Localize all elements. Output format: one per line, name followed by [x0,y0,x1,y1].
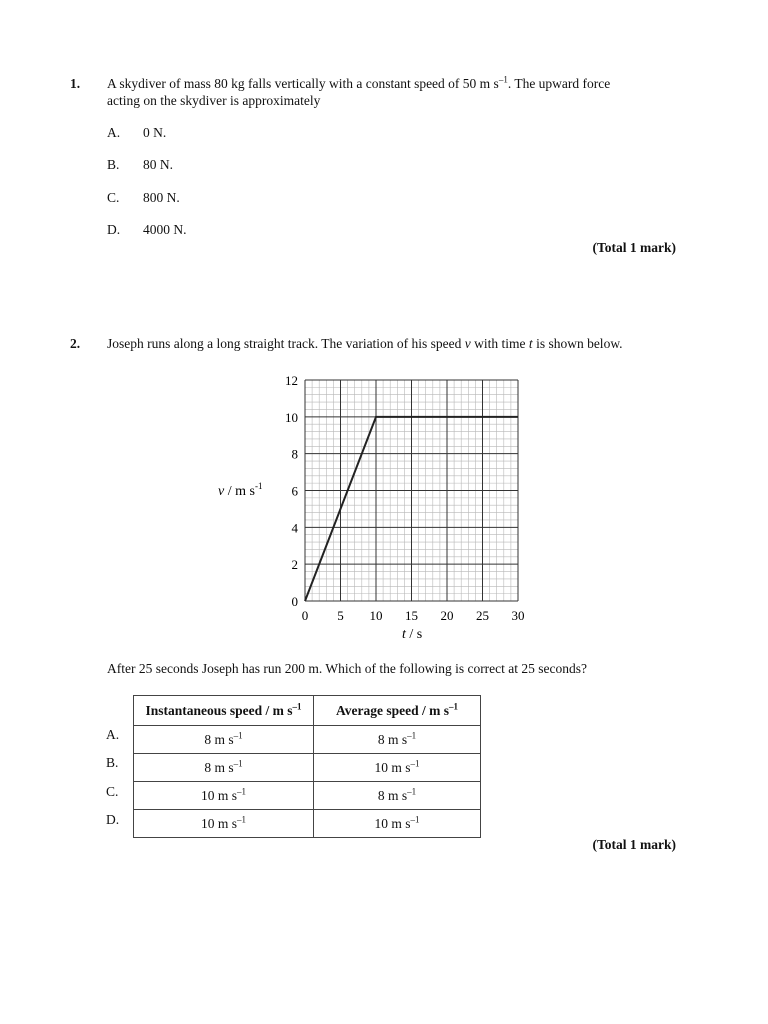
q2-row-letter: A. [106,727,120,742]
x-tick-labels [302,608,525,623]
table-row [134,726,481,754]
q2-question: After 25 seconds Joseph has run 200 m. Which of the following is correct at 25 seconds? [107,661,588,676]
q2-row-letter: B. [106,755,119,770]
speed-time-graph [200,365,540,650]
x-tick-label: 5 [337,608,344,623]
table-cell-avg: 10 m $s^{-1}$ [314,810,481,838]
q1-unit-superscript: –1 [498,74,508,85]
q1-stem-text-end: . The upward force [507,76,611,91]
q1-option-letter: A. [107,125,121,140]
x-tick-label: 30 [511,608,525,623]
table-cell-avg: 10 m $s^{-1}$ [314,754,481,782]
y-tick-label: 4 [291,520,298,536]
x-tick-label: 0 [301,608,309,623]
y-tick-label: 2 [291,557,298,573]
q1-option-letter: B. [107,157,120,172]
q2-total-mark: (Total 1 mark) [592,837,676,852]
q2-row-letter: D. [106,812,120,827]
x-tick-label: 20 [440,608,454,623]
q2-intro-var-t: t [528,336,533,351]
table-cell-inst: 10 m $s^{-1}$ [134,782,314,810]
table-header-instantaneous: Instantaneous speed / m $s^{-1}$ [134,696,314,726]
q1-total-mark: (Total 1 mark) [592,240,676,255]
y-tick-label: 10 [285,409,298,425]
table-cell-avg: 8 m $s^{-1}$ [314,782,481,810]
q2-intro-var-v: v [464,336,471,351]
q2-intro [107,336,623,352]
q1-option-text: 0 N. [143,125,167,140]
table-row [134,782,481,810]
table-row [134,754,481,782]
y-tick-label: 8 [291,446,298,462]
y-axis-label: v / m $s^{-1}$ [218,481,263,499]
x-tick-label: 10 [369,608,383,623]
q1-option-text: 800 N. [143,190,180,205]
q2-intro-text: with time [470,336,529,351]
x-tick-label: 15 [405,608,418,623]
q1-option-text: 80 N. [143,157,173,172]
table-header-average: Average speed / m $s^{-1}$ [314,696,481,726]
table-cell-inst: 10 m $s^{-1}$ [134,810,314,838]
x-axis-label: t / s [402,627,423,642]
y-tick-labels [285,373,299,609]
q2-intro-text: is shown below. [532,336,623,351]
q1-number: 1. [70,76,81,91]
q1-stem-line2: acting on the skydiver is approximately [107,93,321,108]
q2-answer-table [133,695,481,838]
major-grid [305,380,518,601]
q2-row-letter: C. [106,784,119,799]
q2-intro-text: Joseph runs along a long straight track. The variation of his speed [107,336,465,351]
table-cell-inst: 8 m $s^{-1}$ [134,754,314,782]
y-tick-label: 0 [291,594,298,609]
y-tick-label: 6 [291,483,298,499]
table-cell-inst: 8 m $s^{-1}$ [134,726,314,754]
q1-option-letter: D. [107,222,121,237]
q1-option-text: 4000 N. [143,222,187,237]
x-tick-label: 25 [476,608,489,623]
q1-stem-text: A skydiver of mass 80 kg falls vertically with a constant speed of 50 m s [107,76,499,91]
table-cell-avg: 8 m $s^{-1}$ [314,726,481,754]
y-tick-label: 12 [285,373,298,388]
q2-number: 2. [70,336,81,351]
table-header-row [134,696,481,726]
table-row [134,810,481,838]
q1-option-letter: C. [107,190,120,205]
q1-stem-line1 [107,76,610,92]
